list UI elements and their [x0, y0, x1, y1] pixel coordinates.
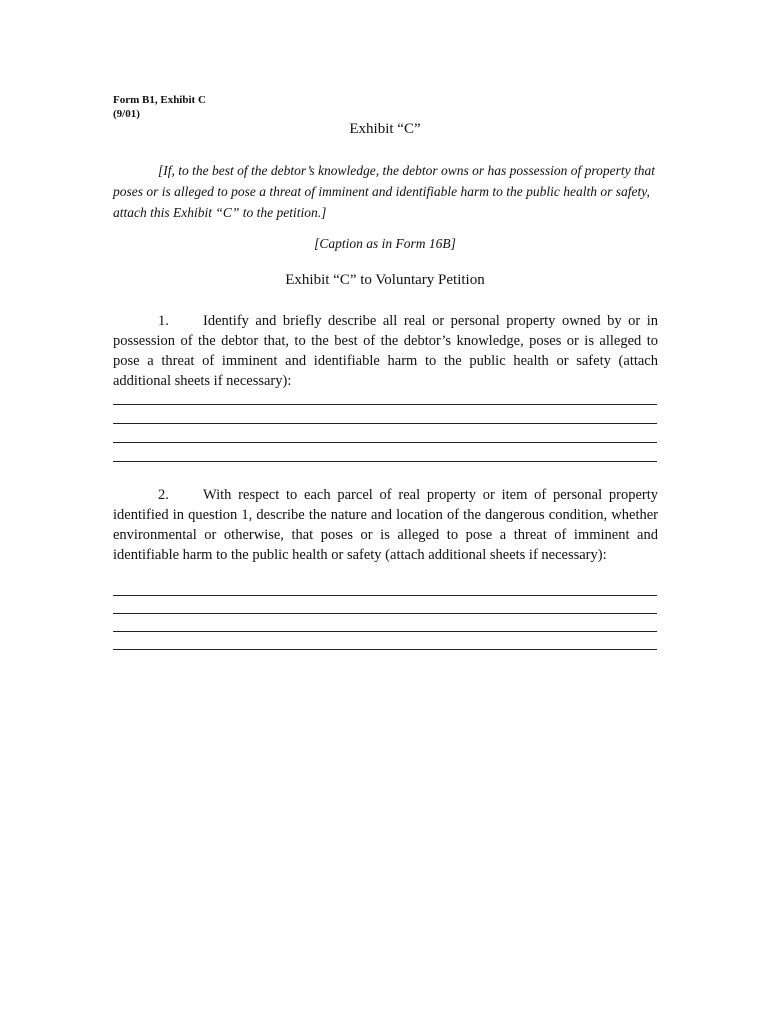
question-2-text: With respect to each parcel of real property or item of personal property identified in question 1, describe the nature and location of the dangerous condition, whether environmental or otherwise, that poses or is alleged to pose a threat of imminent and identifiable harm to the public health or safety (attach additional sheets if necessary): — [113, 487, 658, 563]
answer-2-line-4[interactable] — [113, 649, 657, 650]
question-1-number: 1. — [158, 313, 169, 329]
question-2-number: 2. — [158, 487, 169, 503]
answer-2-line-2[interactable] — [113, 613, 657, 614]
answer-2-line-1[interactable] — [113, 595, 657, 596]
question-2 — [113, 485, 658, 565]
answer-2-line-3[interactable] — [113, 631, 657, 632]
answer-1-line-1[interactable] — [113, 404, 657, 405]
instruction-text: [If, to the best of the debtor’s knowledge, the debtor owns or has possession of property that poses or is alleged to pose a threat of imminent and identifiable harm to the public health or safety, attach this Exhibit “C” to the petition.] — [113, 163, 655, 220]
caption-note: [Caption as in Form 16B] — [314, 236, 456, 251]
answer-1-line-4[interactable] — [113, 461, 657, 462]
exhibit-title: Exhibit “C” — [349, 121, 421, 137]
answer-1-line-3[interactable] — [113, 442, 657, 443]
form-number: Form B1, Exhibit C — [113, 94, 206, 106]
question-1-text: Identify and briefly describe all real or personal property owned by or in possession of the debtor that, to the best of the debtor’s knowledge, poses or is alleged to pose a threat of imminent and identifiable harm to the public health or safety (attach additional sheets if necessary): — [113, 313, 658, 389]
answer-1-line-2[interactable] — [113, 423, 657, 424]
exhibit-subtitle: Exhibit “C” to Voluntary Petition — [285, 272, 485, 288]
form-identifier — [113, 93, 206, 121]
question-1 — [113, 311, 658, 391]
form-revision-date: (9/01) — [113, 108, 140, 120]
